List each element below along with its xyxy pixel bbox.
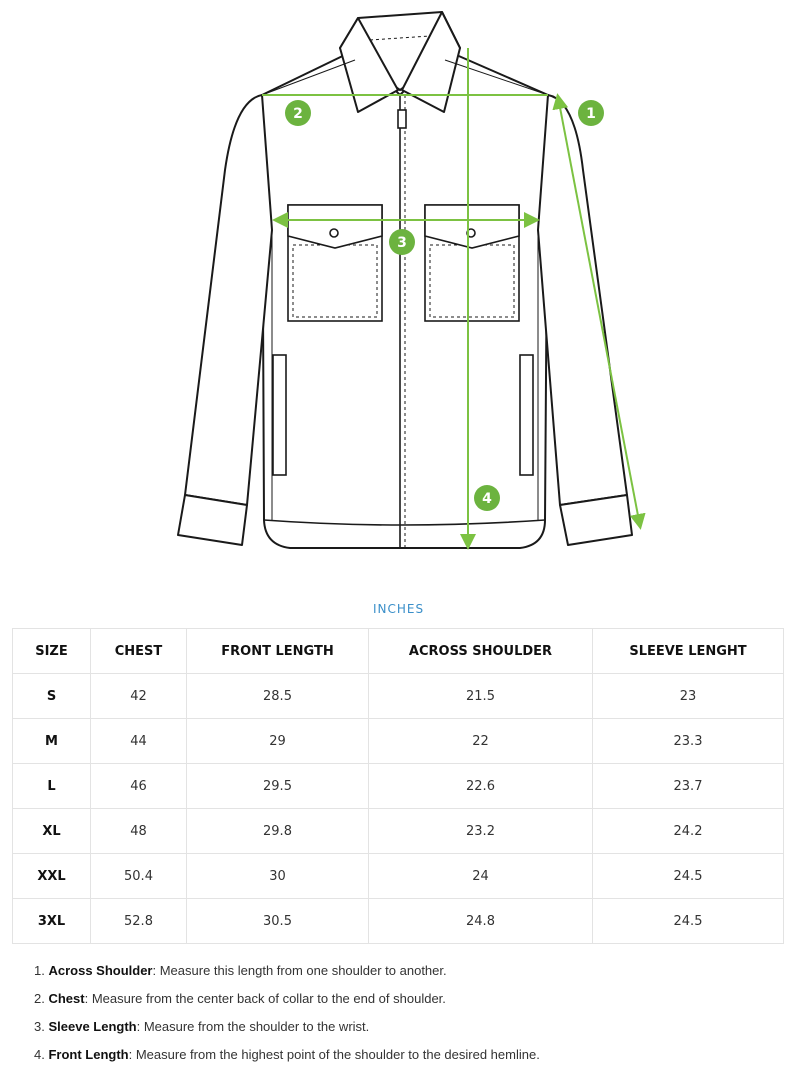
badge-4-label: 4: [482, 491, 492, 507]
note-text: : Measure from the highest point of the shoulder to the desired hemline.: [128, 1047, 540, 1062]
table-row: [13, 674, 784, 719]
badge-4: [474, 485, 500, 511]
note-text: : Measure from the shoulder to the wrist.: [136, 1019, 370, 1034]
sleeve-length-cell: 24.5: [593, 899, 784, 944]
front-length-cell: 30.5: [187, 899, 369, 944]
size-cell: 3XL: [13, 899, 91, 944]
note-across-shoulder: [34, 962, 774, 990]
sleeve-length-cell: 23: [593, 674, 784, 719]
across-shoulder-cell: 24.8: [369, 899, 593, 944]
front-length-cell: 30: [187, 854, 369, 899]
chest-cell: 46: [91, 764, 187, 809]
note-chest: [34, 990, 774, 1018]
across-shoulder-cell: 21.5: [369, 674, 593, 719]
table-row: [13, 719, 784, 764]
front-length-cell: 28.5: [187, 674, 369, 719]
chest-cell: 44: [91, 719, 187, 764]
front-length-cell: 29.5: [187, 764, 369, 809]
badge-3: [389, 229, 415, 255]
note-text: : Measure from the center back of collar to the end of shoulder.: [84, 991, 446, 1006]
size-cell: XL: [13, 809, 91, 854]
badge-1: [578, 100, 604, 126]
units-label: INCHES: [372, 602, 425, 616]
across-shoulder-cell: 24: [369, 854, 593, 899]
across-shoulder-cell: 23.2: [369, 809, 593, 854]
sleeve-length-cell: 24.5: [593, 854, 784, 899]
measurement-notes: [34, 962, 774, 1074]
across-shoulder-cell: 22.6: [369, 764, 593, 809]
note-term: Sleeve Length: [48, 1019, 137, 1034]
chest-cell: 50.4: [91, 854, 187, 899]
note-term: Front Length: [48, 1047, 129, 1062]
note-number: 4.: [34, 1047, 45, 1062]
note-term: Across Shoulder: [48, 963, 153, 978]
left-sleeve: [185, 95, 272, 505]
note-sleeve-length: [34, 1018, 774, 1046]
note-text: : Measure this length from one shoulder to another.: [152, 963, 447, 978]
left-cuff: [178, 495, 247, 545]
header-front-length: FRONT LENGTH: [187, 629, 369, 674]
table-row: [13, 854, 784, 899]
size-chart-table: [12, 628, 784, 944]
badge-2-label: 2: [293, 106, 303, 122]
header-sleeve-length: SLEEVE LENGHT: [593, 629, 784, 674]
note-number: 1.: [34, 963, 45, 978]
sleeve-length-cell: 23.7: [593, 764, 784, 809]
badge-1-label: 1: [586, 106, 596, 122]
note-number: 2.: [34, 991, 45, 1006]
size-cell: S: [13, 674, 91, 719]
table-header-row: [13, 629, 784, 674]
header-across-shoulder: ACROSS SHOULDER: [369, 629, 593, 674]
table-row: [13, 809, 784, 854]
across-shoulder-cell: 22: [369, 719, 593, 764]
sleeve-length-cell: 23.3: [593, 719, 784, 764]
note-number: 3.: [34, 1019, 45, 1034]
note-front-length: [34, 1046, 774, 1074]
front-length-cell: 29: [187, 719, 369, 764]
front-length-cell: 29.8: [187, 809, 369, 854]
size-cell: L: [13, 764, 91, 809]
table-row: [13, 899, 784, 944]
sleeve-length-cell: 24.2: [593, 809, 784, 854]
size-cell: XXL: [13, 854, 91, 899]
right-sleeve: [538, 95, 627, 505]
table-row: [13, 764, 784, 809]
badge-2: [285, 100, 311, 126]
right-cuff: [560, 495, 632, 545]
size-cell: M: [13, 719, 91, 764]
badge-3-label: 3: [397, 235, 407, 251]
header-size: SIZE: [13, 629, 91, 674]
chest-cell: 52.8: [91, 899, 187, 944]
chest-cell: 48: [91, 809, 187, 854]
note-term: Chest: [48, 991, 85, 1006]
header-chest: CHEST: [91, 629, 187, 674]
chest-cell: 42: [91, 674, 187, 719]
